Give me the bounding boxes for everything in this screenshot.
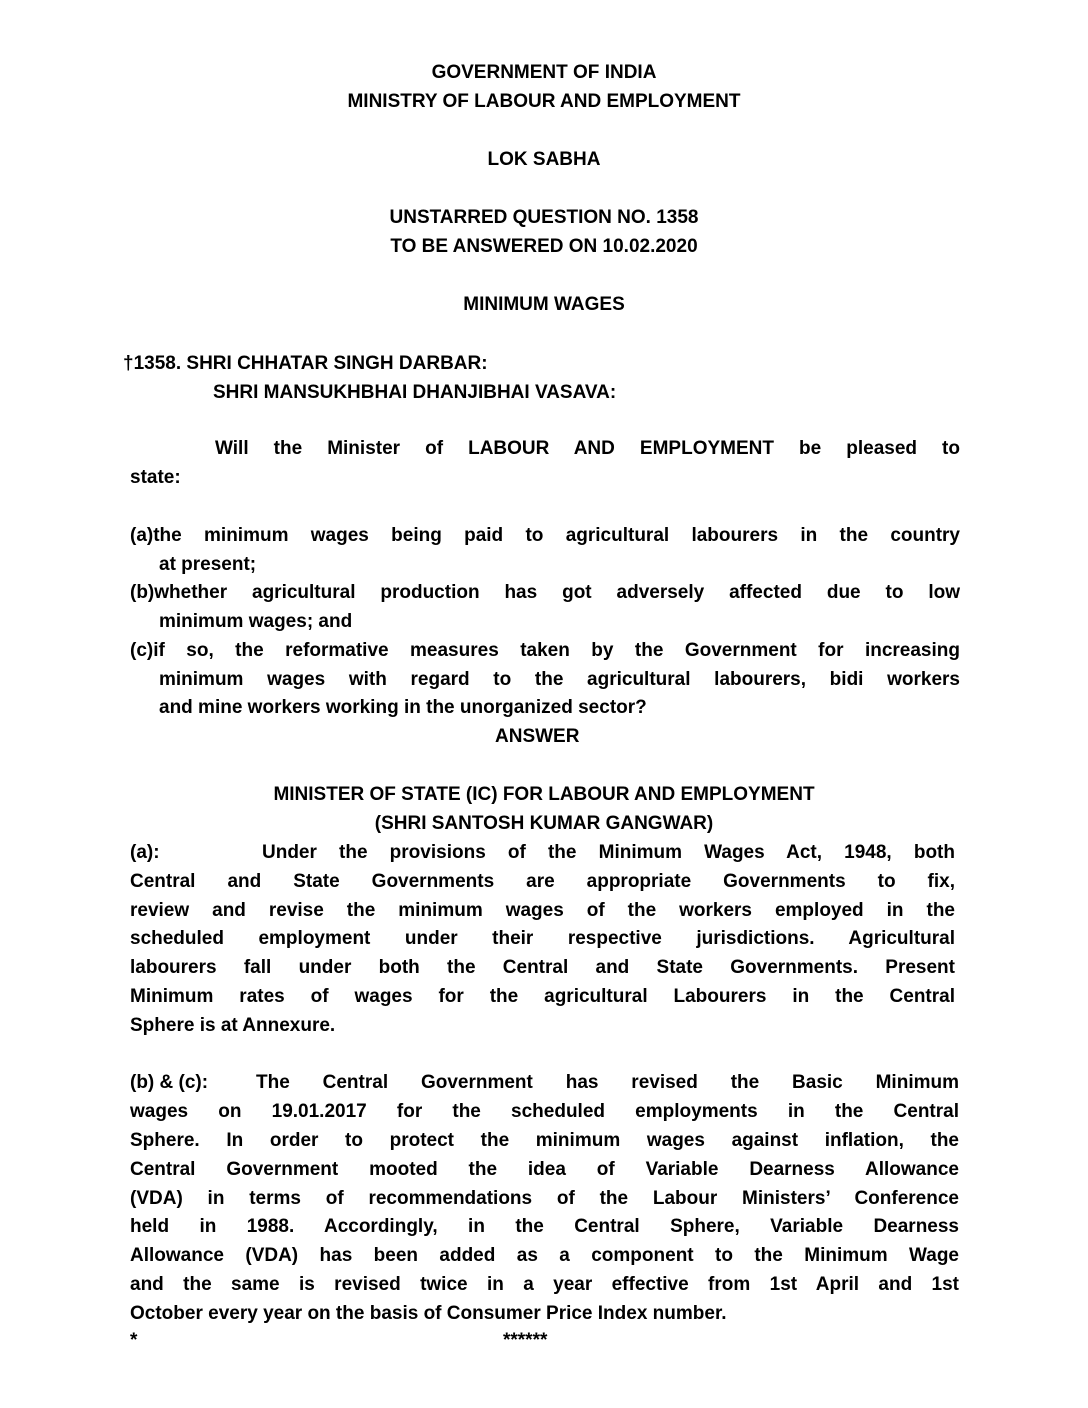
house-heading: LOK SABHA	[487, 149, 601, 170]
answer-a-line: labourers fall under both the Central and State Governments. Present	[130, 957, 955, 978]
question-part-b-line2: minimum wages; and	[159, 611, 353, 632]
answer-a-line: Under the provisions of the Minimum Wages Act, 1948, both	[262, 842, 955, 863]
question-part-c-line2: minimum wages with regard to the agricultural labourers, bidi workers	[159, 669, 960, 690]
answer-a-line: review and revise the minimum wages of the workers employed in the	[130, 900, 955, 921]
answer-bc-line: (VDA) in terms of recommendations of the Labour Ministers’ Conference	[130, 1188, 959, 1209]
question-part-a-line2: at present;	[159, 554, 257, 575]
question-number: UNSTARRED QUESTION NO. 1358	[389, 207, 699, 228]
question-part-b-line1: (b)whether agricultural production has got adversely affected due to low	[130, 582, 960, 603]
answer-bc-line: Sphere. In order to protect the minimum wages against inflation, the	[130, 1130, 959, 1151]
question-intro-line2: state:	[130, 467, 181, 488]
answer-a-line: Minimum rates of wages for the agricultural Labourers in the Central	[130, 986, 955, 1007]
minister-title: MINISTER OF STATE (IC) FOR LABOUR AND EMPLOYMENT	[273, 784, 815, 805]
ministry-heading: MINISTRY OF LABOUR AND EMPLOYMENT	[347, 91, 741, 112]
footer-star-left: *	[130, 1330, 138, 1351]
asker-first: †1358. SHRI CHHATAR SINGH DARBAR:	[123, 353, 488, 374]
asker-second: SHRI MANSUKHBHAI DHANJIBHAI VASAVA:	[213, 382, 617, 403]
minister-name: (SHRI SANTOSH KUMAR GANGWAR)	[374, 813, 714, 834]
answer-bc-line: and the same is revised twice in a year effective from 1st April and 1st	[130, 1274, 959, 1295]
answer-date: TO BE ANSWERED ON 10.02.2020	[390, 236, 698, 257]
question-part-c-line3: and mine workers working in the unorganized sector?	[159, 697, 647, 718]
answer-a-line: Sphere is at Annexure.	[130, 1015, 336, 1036]
answer-a-label: (a):	[130, 842, 160, 863]
answer-bc-line: October every year on the basis of Consumer Price Index number.	[130, 1303, 727, 1324]
answer-bc-line: The Central Government has revised the Basic Minimum	[256, 1072, 959, 1093]
answer-bc-label: (b) & (c):	[130, 1072, 209, 1093]
question-part-c-line1: (c)if so, the reformative measures taken by the Government for increasing	[130, 640, 960, 661]
subject-title: MINIMUM WAGES	[463, 294, 625, 315]
question-intro-line1: Will the Minister of LABOUR AND EMPLOYMENT be pleased to	[215, 438, 960, 459]
answer-bc-line: wages on 19.01.2017 for the scheduled employments in the Central	[130, 1101, 959, 1122]
answer-a-line: scheduled employment under their respective jurisdictions. Agricultural	[130, 928, 955, 949]
answer-bc-line: Allowance (VDA) has been added as a component to the Minimum Wage	[130, 1245, 959, 1266]
footer-star-center: ******	[503, 1330, 548, 1351]
question-part-a-line1: (a)the minimum wages being paid to agricultural labourers in the country	[130, 525, 960, 546]
answer-a-line: Central and State Governments are appropriate Governments to fix,	[130, 871, 955, 892]
answer-bc-line: Central Government mooted the idea of Variable Dearness Allowance	[130, 1159, 959, 1180]
answer-heading: ANSWER	[495, 726, 580, 747]
answer-bc-line: held in 1988. Accordingly, in the Central Sphere, Variable Dearness	[130, 1216, 959, 1237]
government-heading: GOVERNMENT OF INDIA	[431, 62, 657, 83]
